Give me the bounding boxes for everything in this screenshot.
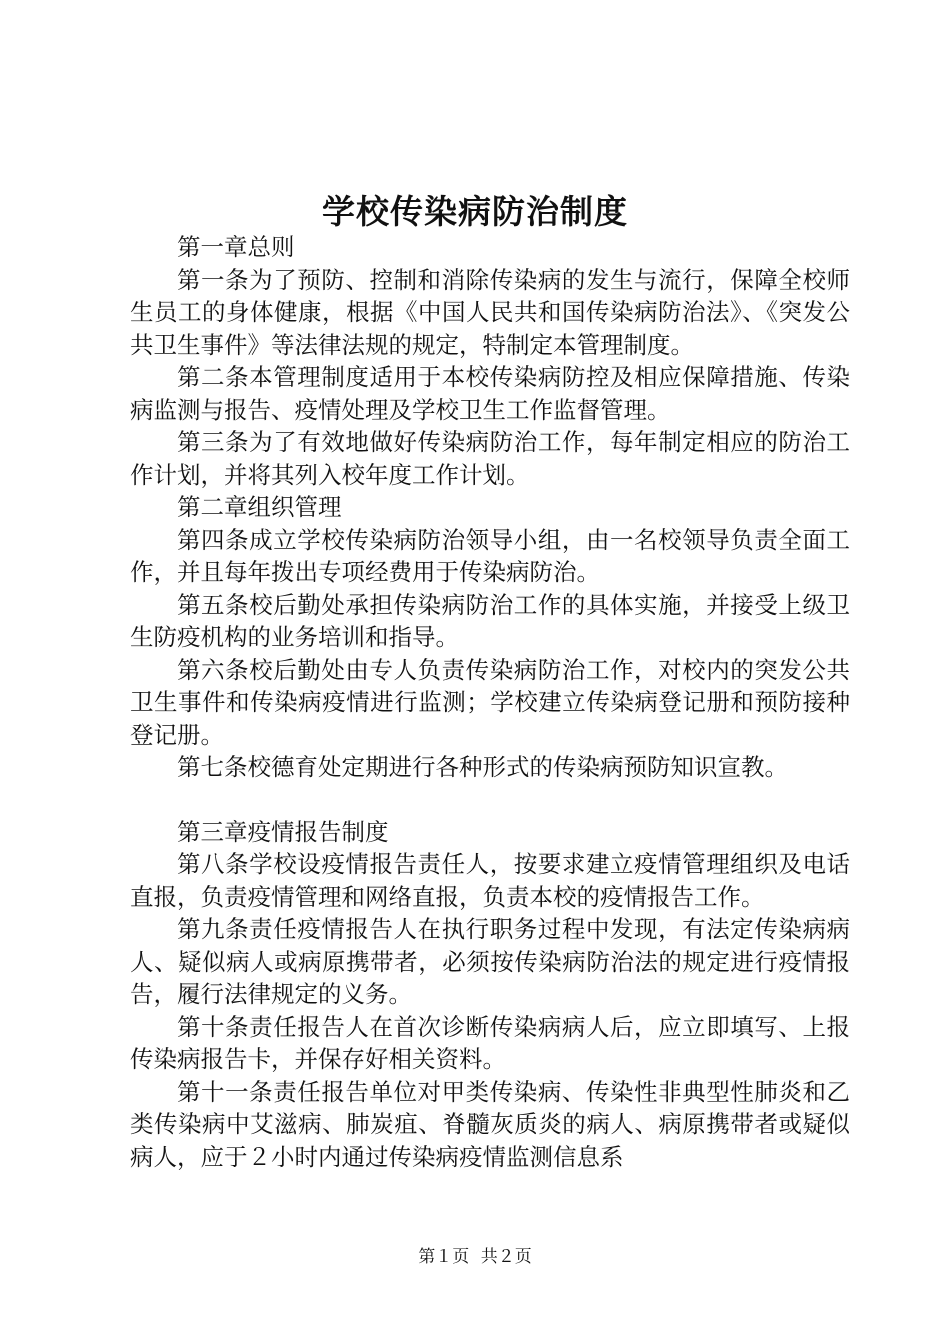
document-title: 学校传染病防治制度 bbox=[322, 192, 628, 231]
article-6: 第六条校后勤处由专人负责传染病防治工作，对校内的突发公共卫生事件和传染病疫情进行监测；学校建立传染病登记册和预防接种登记册。 bbox=[130, 655, 850, 749]
page-total: 共２页 bbox=[480, 1247, 532, 1267]
page-footer bbox=[0, 1242, 950, 1267]
article-11: 第十一条责任报告单位对甲类传染病、传染性非典型性肺炎和乙类传染病中艾滋病、肺炭疽、脊髓灰质炎的病人、病原携带者或疑似病人，应于２小时内通过传染病疫情监测信息系 bbox=[130, 1077, 850, 1171]
article-3: 第三条为了有效地做好传染病防治工作，每年制定相应的防治工作计划，并将其列入校年度工作计划。 bbox=[130, 428, 850, 489]
article-5: 第五条校后勤处承担传染病防治工作的具体实施，并接受上级卫生防疫机构的业务培训和指导。 bbox=[130, 590, 850, 651]
article-7: 第七条校德育处定期进行各种形式的传染病预防知识宣教。 bbox=[177, 753, 788, 781]
page-number: 第１页 bbox=[418, 1247, 470, 1267]
document-body bbox=[130, 231, 850, 1173]
article-10: 第十条责任报告人在首次诊断传染病病人后，应立即填写、上报传染病报告卡，并保存好相关资料。 bbox=[130, 1012, 850, 1073]
article-4: 第四条成立学校传染病防治领导小组，由一名校领导负责全面工作，并且每年拨出专项经费用于传染病防治。 bbox=[130, 525, 850, 586]
article-8: 第八条学校设疫情报告责任人，按要求建立疫情管理组织及电话直报，负责疫情管理和网络直报，负责本校的疫情报告工作。 bbox=[130, 850, 850, 911]
chapter-heading-3: 第三章疫情报告制度 bbox=[177, 817, 389, 846]
chapter-heading-2: 第二章组织管理 bbox=[177, 493, 342, 521]
chapter-heading-1: 第一章总则 bbox=[177, 233, 295, 261]
article-9: 第九条责任疫情报告人在执行职务过程中发现，有法定传染病病人、疑似病人或病原携带者，必须按传染病防治法的规定进行疫情报告，履行法律规定的义务。 bbox=[130, 915, 850, 1008]
article-1: 第一条为了预防、控制和消除传染病的发生与流行，保障全校师生员工的身体健康，根据《中国人民共和国传染病防治法》、《突发公共卫生事件》等法律法规的规定，特制定本管理制度。 bbox=[130, 265, 850, 359]
article-2: 第二条本管理制度适用于本校传染病防控及相应保障措施、传染病监测与报告、疫情处理及学校卫生工作监督管理。 bbox=[130, 363, 850, 424]
